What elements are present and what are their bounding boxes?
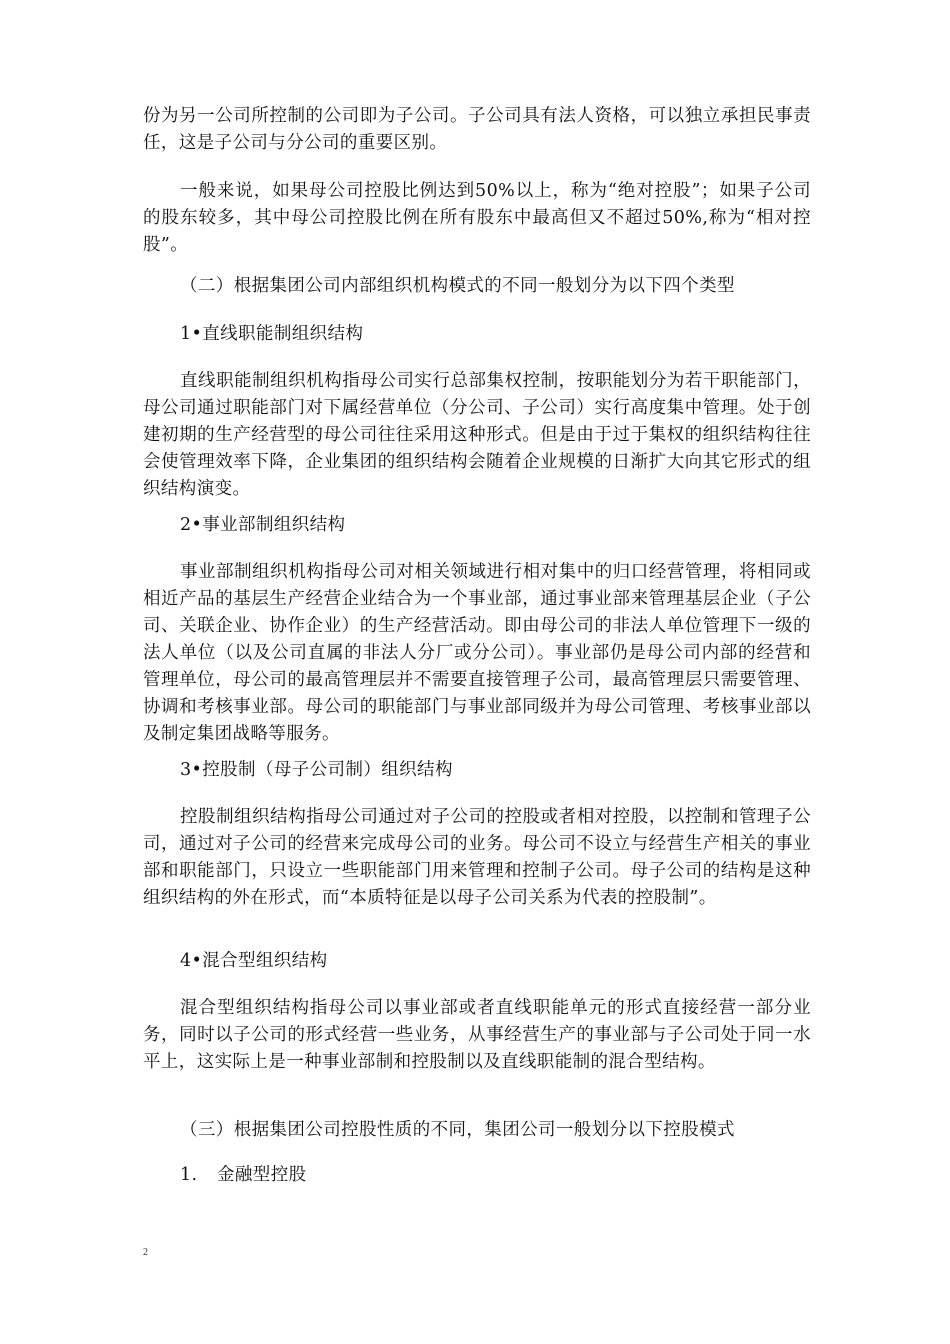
section-heading-3: （三）根据集团公司控股性质的不同，集团公司一般划分以下控股模式 [180,1120,735,1140]
page-number: 2 [143,1247,148,1258]
paragraph-control-ratio: 一般来说，如果母公司控股比例达到50%以上，称为“绝对控股”；如果子公司的股东较多，其中母公司控股比例在所有股东中最高但又不超过50%,称为“相对控股”。 [143,181,811,255]
subheading-line-functional: 1•直线职能制组织结构 [180,324,364,344]
list-number-1: 1. [180,1165,198,1185]
paragraph-holding: 控股制组织结构指母公司通过对子公司的控股或者相对控股，以控制和管理子公司，通过对子公司的经营来完成母公司的业务。母公司不设立与经营生产相关的事业部和职能部门，只设立一些职能部门用来管理和控制子公司。母子公司的结构是这种组织结构的外在形式，而“本质特征是以母子公司关系为代表的控股制”。 [143,807,811,908]
list-item-financial-holding: 金融型控股 [217,1165,307,1185]
section-heading-2: （二）根据集团公司内部组织机构模式的不同一般划分为以下四个类型 [180,276,735,296]
paragraph-hybrid: 混合型组织结构指母公司以事业部或者直线职能单元的形式直接经营一部分业务，同时以子公司的形式经营一些业务，从事经营生产的事业部与子公司处于同一水平上，这实际上是一种事业部制和控股制以及直线职能制的混合型结构。 [143,998,811,1072]
subheading-hybrid: 4•混合型组织结构 [180,951,328,971]
subheading-holding: 3•控股制（母子公司制）组织结构 [180,760,453,780]
subheading-division: 2•事业部制组织结构 [180,515,346,535]
paragraph-line-functional: 直线职能制组织机构指母公司实行总部集权控制，按职能划分为若干职能部门，母公司通过职能部门对下属经营单位（分公司、子公司）实行高度集中管理。处于创建初期的生产经营型的母公司往往采用这种形式。但是由于过于集权的组织结构往往会使管理效率下降，企业集团的组织结构会随着企业规模的日渐扩大向其它形式的组织结构演变。 [143,371,811,499]
paragraph-division: 事业部制组织机构指母公司对相关领域进行相对集中的归口经营管理，将相同或相近产品的基层生产经营企业结合为一个事业部，通过事业部来管理基层企业（子公司、关联企业、协作企业）的生产经营活动。即由母公司的非法人单位管理下一级的法人单位（以及公司直属的非法人分厂或分公司）。事业部仍是母公司内部的经营和管理单位，母公司的最高管理层并不需要直接管理子公司，最高管理层只需要管理、协调和考核事业部。母公司的职能部门与事业部同级并为母公司管理、考核事业部以及制定集团战略等服务。 [143,562,811,744]
paragraph-subsidiary-definition: 份为另一公司所控制的公司即为子公司。子公司具有法人资格，可以独立承担民事责任，这是子公司与分公司的重要区别。 [143,106,811,153]
